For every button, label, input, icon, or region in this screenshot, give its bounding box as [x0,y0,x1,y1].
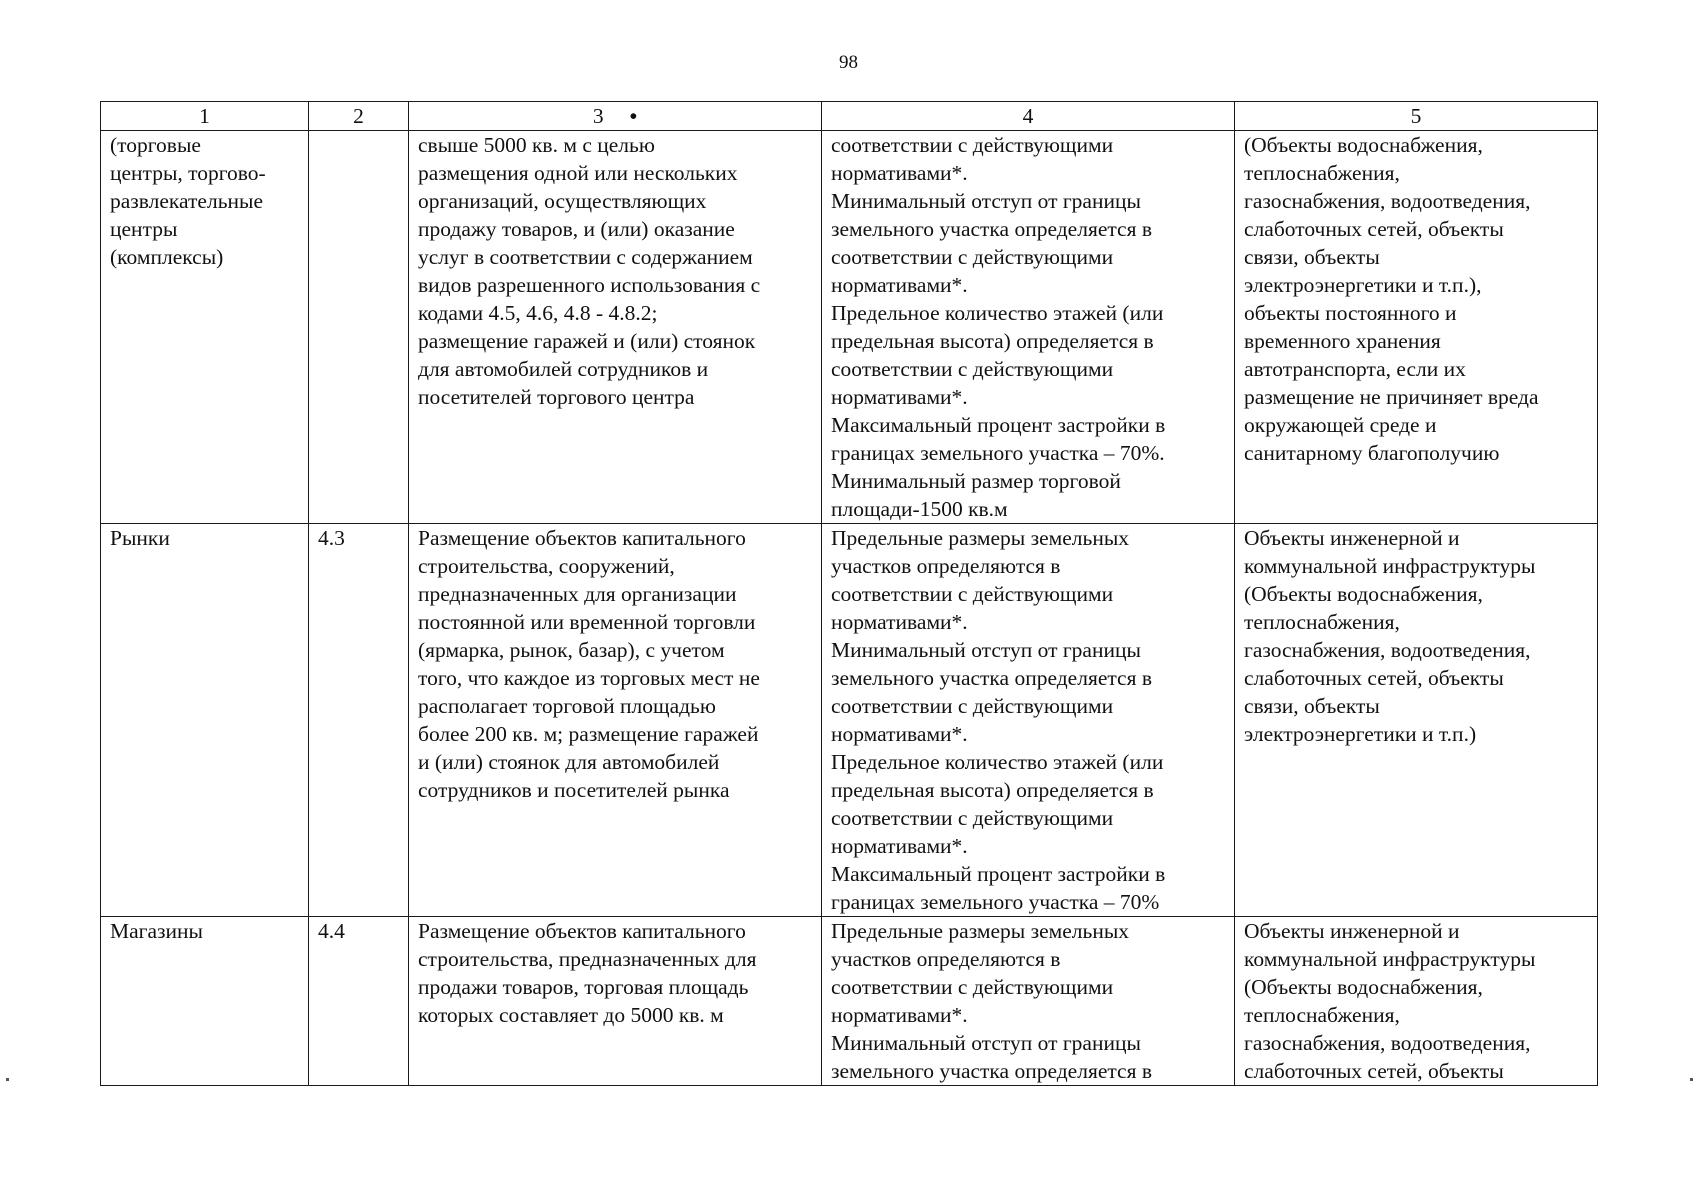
use-code-cell: 4.3 [309,524,409,917]
parameters-cell: Предельные размеры земельных участков определяются в соответствии с действующими нормативами*. Минимальный отступ от границы земельного участка определяется в соответствии с действующими нормативами*. Предельное количество этажей (или предельная высота) определяется в соответствии с действующими нормативами*. Максимальный процент застройки в границах земельного участка – 70% [822,524,1235,917]
scan-edge-mark [6,1078,9,1081]
use-description-cell: Размещение объектов капитального строительства, сооружений, предназначенных для организации постоянной или временной торговли (ярмарка, рынок, базар), с учетом того, что каждое из торговых мест не располагает торговой площадью более 200 кв. м; размещение гаражей и (или) стоянок для автомобилей сотрудников и посетителей рынка [409,524,822,917]
page-number: 98 [839,52,858,73]
table-row [101,917,1598,1086]
column-number-2: 2 [309,102,409,131]
table-header-row [101,102,1598,131]
use-description-cell: Размещение объектов капитального строительства, предназначенных для продажи товаров, торговая площадь которых составляет до 5000 кв. м [409,917,822,1086]
table-row [101,524,1598,917]
use-description-cell: свыше 5000 кв. м с целью размещения одной или нескольких организаций, осуществляющих продажу товаров, и (или) оказание услуг в соответствии с содержанием видов разрешенного использования с кодами 4.5, 4.6, 4.8 - 4.8.2; размещение гаражей и (или) стоянок для автомобилей сотрудников и посетителей торгового центра [409,131,822,524]
use-name-cell: Рынки [101,524,309,917]
column-number-3-cell [409,102,822,131]
auxiliary-uses-cell: (Объекты водоснабжения, теплоснабжения, газоснабжения, водоотведения, слаботочных сетей, объекты связи, объекты электроэнергетики и т.п.), объекты постоянного и временного хранения автотранспорта, если их размещение не причиняет вреда окружающей среде и санитарному благополучию [1235,131,1598,524]
column-number-1: 1 [101,102,309,131]
table-row [101,131,1598,524]
use-code-cell [309,131,409,524]
parameters-cell: соответствии с действующими нормативами*. Минимальный отступ от границы земельного участка определяется в соответствии с действующими нормативами*. Предельное количество этажей (или предельная высота) определяется в соответствии с действующими нормативами*. Максимальный процент застройки в границах земельного участка – 70%. Минимальный размер торговой площади-1500 кв.м [822,131,1235,524]
scan-edge-mark [1690,1078,1693,1081]
column-number-3: 3 [592,104,604,128]
column-number-4: 4 [822,102,1235,131]
use-code-cell: 4.4 [309,917,409,1086]
auxiliary-uses-cell: Объекты инженерной и коммунальной инфраструктуры (Объекты водоснабжения, теплоснабжения, газоснабжения, водоотведения, слаботочных сетей, объекты связи, объекты электроэнергетики и т.п.) [1235,524,1598,917]
stray-dot-mark: • [629,104,638,128]
auxiliary-uses-cell: Объекты инженерной и коммунальной инфраструктуры (Объекты водоснабжения, теплоснабжения, газоснабжения, водоотведения, слаботочных сетей, объекты [1235,917,1598,1086]
use-name-cell: (торговые центры, торгово- развлекательные центры (комплексы) [101,131,309,524]
parameters-cell: Предельные размеры земельных участков определяются в соответствии с действующими нормативами*. Минимальный отступ от границы земельного участка определяется в [822,917,1235,1086]
column-number-5: 5 [1235,102,1598,131]
use-name-cell: Магазины [101,917,309,1086]
zoning-table [100,101,1598,1086]
